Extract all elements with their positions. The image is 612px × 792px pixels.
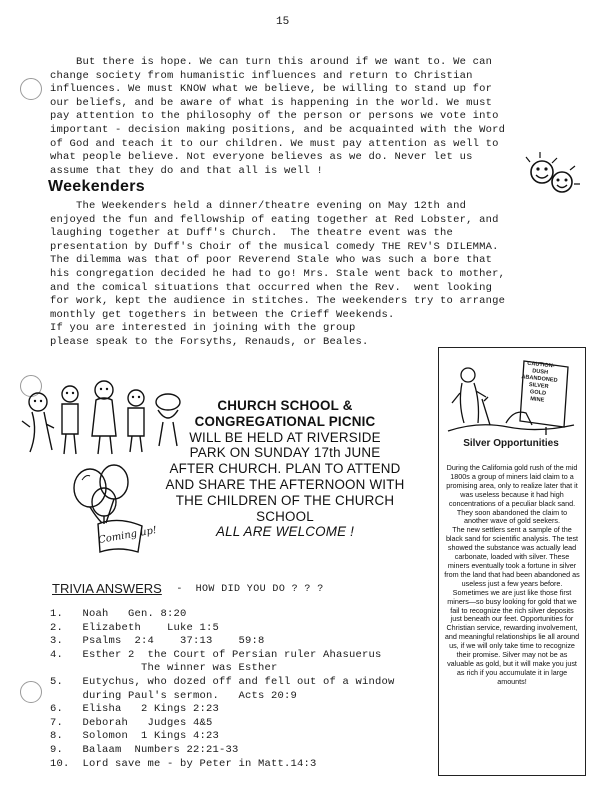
coming-up-label: Coming up! bbox=[97, 524, 158, 547]
picnic-closing: ALL ARE WELCOME ! bbox=[215, 524, 355, 540]
mine-sign-text bbox=[510, 359, 568, 406]
sidebar-body bbox=[444, 464, 580, 687]
sign-line-2: DUSH bbox=[531, 368, 549, 376]
picnic-body-line-1: WILL BE HELD AT RIVERSIDE bbox=[189, 429, 381, 445]
punch-hole-bottom bbox=[20, 681, 42, 703]
sidebar-paragraph: During the California gold rush of the mid 1800s a group of miners laid claim to a promising area, only to realize later that it was useless because it had high concentrations of a peculiar black sand. They soon abandoned the claim to another wave of gold seekers. bbox=[446, 463, 578, 526]
picnic-body-line-3: AFTER CHURCH. PLAN TO ATTEND bbox=[169, 461, 401, 477]
sign-line-4: SILVER bbox=[528, 381, 549, 391]
picnic-body-line-4: AND SHARE THE AFTERNOON WITH bbox=[165, 476, 405, 492]
sidebar-title: Silver Opportunities bbox=[463, 438, 559, 449]
balloons-illustration bbox=[68, 462, 158, 562]
trivia-heading: TRIVIA ANSWERS bbox=[52, 581, 162, 596]
trivia-answers-list: 1. Noah Gen. 8:20 2. Elizabeth Luke 1:5 3. Psalms 2:4 37:13 59:8 4. Esther 2 the Court of Persian ruler Ahasuerus The winner was Esther 5. Eutychus, who dozed off and fell out of a window during Paul's sermon. Acts 20:9 6. Elisha 2 Kings 2:23 7. Deborah Judges 4&5 8. Solomon 1 Kings 4:23 9. Balaam Numbers 22:21-33 10. Lord save me - by Peter in Matt.14:3 bbox=[50, 608, 395, 770]
intro-paragraph: But there is hope. We can turn this around if we want to. We can change society from humanistic influences and return to Christian influences. We must KNOW what we believe, be willing to stand up for our beliefs, and be aware of what is happening in the world. We must pay attention to the philosophy of the person or persons we vote into important - decision making positions, and be acquainted with the Word of God and teach it to our children. We must pay attention as well to what people believe. Not everyone believes as we do. Never let us assume that they do and that all is well ! bbox=[50, 56, 506, 177]
punch-hole-top bbox=[20, 78, 42, 100]
picnic-title-line-2: CONGREGATIONAL PICNIC bbox=[194, 413, 376, 429]
page-number: 15 bbox=[276, 16, 290, 28]
trivia-subheading: - HOW DID YOU DO ? ? ? bbox=[170, 584, 324, 595]
weekenders-heading: Weekenders bbox=[48, 178, 145, 195]
picnic-body-line-2: PARK ON SUNDAY 17th JUNE bbox=[189, 445, 381, 461]
weekenders-body: The Weekenders held a dinner/theatre evening on May 12th and enjoyed the fun and fellowship of eating together at Red Lobster, and laughing together at Duff's Church. The theatre event was the presentation by Duff's Choir of the musical comedy THE REV'S DILEMMA. The dilemma was that of poor Reverend Stale who was such a bore that his congregation decided he had to go! Mrs. Stale went back to mother, and the comical situations that occurred when the Rev. went looking for work, kept the audience in stitches. The weekenders try to arrange monthly get togethers in between the Crieff Weekends. If you are interested in joining with the group please speak to the Forsyths, Renauds, or Beales. bbox=[50, 200, 506, 348]
sidebar-paragraph: Sometimes we are just like those first miners—so busy looking for gold that we fail to recognize the rich silver deposits just beneath our feet. Opportunities for Christian service, rewarding involvement, and meaningful relationships lie all around us, if we will only take time to recognize their promise. Silver may not be as valuable as gold, but it will make you just as rich if you accumulate it in large amounts! bbox=[444, 587, 580, 686]
sign-line-6: MINE bbox=[529, 396, 545, 404]
sidebar-paragraph: The new settlers sent a sample of the black sand for scientific analysis. The test showed the substance was actually lead carbonate, loaded with silver. These miners eventually took a fortune in silver from the land that had been abandoned as useless just a few years before. bbox=[444, 525, 580, 588]
sign-line-5: GOLD bbox=[529, 389, 547, 397]
happy-faces-illustration bbox=[520, 150, 580, 210]
church-school-announcement bbox=[150, 398, 420, 540]
sign-line-1: CAUTION- bbox=[526, 360, 555, 370]
picnic-body-line-5: THE CHILDREN OF THE CHURCH SCHOOL bbox=[175, 492, 395, 524]
sign-line-3: ABANDONED bbox=[521, 374, 558, 384]
picnic-title-line-1: CHURCH SCHOOL & bbox=[217, 398, 353, 413]
